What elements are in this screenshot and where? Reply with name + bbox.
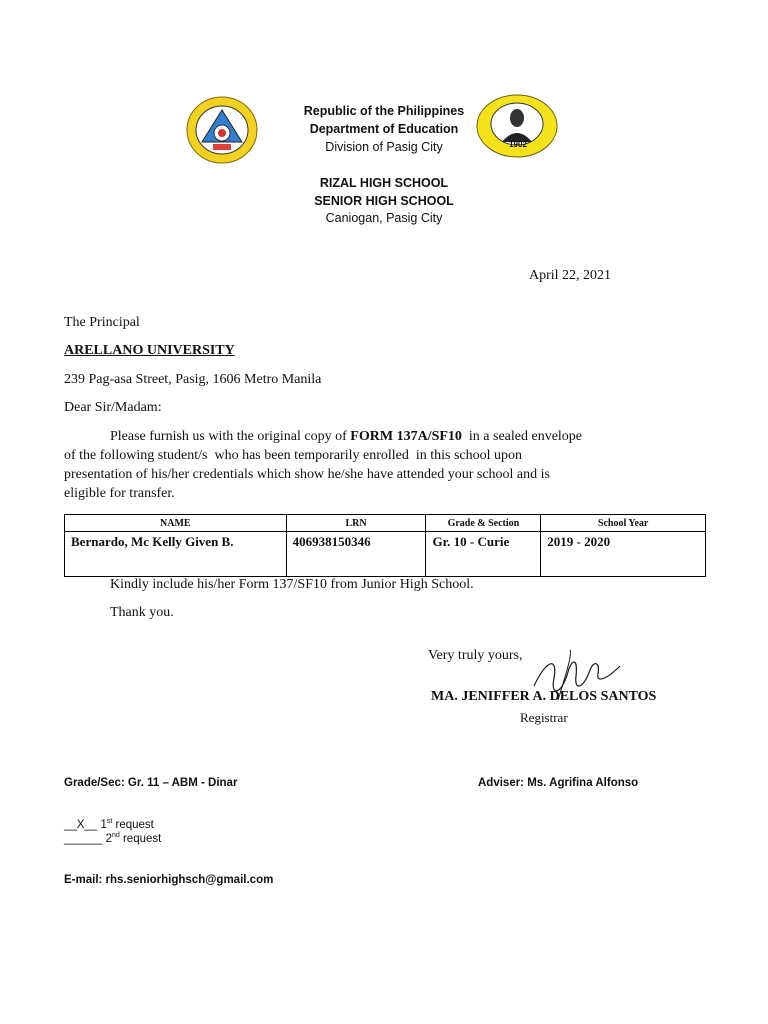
student-lrn: 406938150346 <box>286 532 426 577</box>
body-line-3: presentation of his/her credentials which show he/she have attended your school and is <box>64 467 550 482</box>
student-name: Bernardo, Mc Kelly Given B. <box>65 532 287 577</box>
closing: Very truly yours, <box>428 648 523 663</box>
body-line-4: eligible for transfer. <box>64 486 175 501</box>
students-table <box>64 514 706 577</box>
right-logo-year: 1902 <box>509 140 527 149</box>
student-grade-section: Gr. 10 - Curie <box>426 532 541 577</box>
body-line-1 <box>110 427 582 446</box>
email: E-mail: rhs.seniorhighsch@gmail.com <box>64 874 274 886</box>
second-request-number: 2 <box>105 832 112 845</box>
signatory-name: MA. JENIFFER A. DELOS SANTOS <box>431 689 657 704</box>
letter-date: April 22, 2021 <box>529 268 612 283</box>
first-request-suffix: st <box>106 818 113 825</box>
second-request-suffix: nd <box>111 832 120 839</box>
recipient-address: 239 Pag-asa Street, Pasig, 1606 Metro Manila <box>64 372 322 387</box>
table-header-row <box>65 515 706 532</box>
table-row <box>65 532 706 577</box>
second-request-label: request <box>119 832 162 845</box>
kindly-include-note: Kindly include his/her Form 137/SF10 from Junior High School. <box>110 577 474 592</box>
salutation: Dear Sir/Madam: <box>64 400 162 415</box>
adviser: Adviser: Ms. Agrifina Alfonso <box>478 777 639 789</box>
form-name: FORM 137A/SF10 <box>350 429 462 444</box>
grade-section: Grade/Sec: Gr. 11 – ABM - Dinar <box>64 777 238 789</box>
col-school-year-header: School Year <box>541 515 706 532</box>
school-senior-high: SENIOR HIGH SCHOOL <box>314 194 454 208</box>
signatory-title: Registrar <box>520 710 568 725</box>
body-line-2: of the following student/s who has been temporarily enrolled in this school upon <box>64 448 523 463</box>
header-republic: Republic of the Philippines <box>303 104 465 118</box>
first-request-mark: __X__ <box>64 818 98 831</box>
header-division: Division of Pasig City <box>325 140 443 154</box>
school-address: Caniogan, Pasig City <box>325 211 443 225</box>
school-name: RIZAL HIGH SCHOOL <box>319 176 449 190</box>
first-request-number: 1 <box>100 818 107 831</box>
first-request-label: request <box>112 818 154 831</box>
col-grade-section-header: Grade & Section <box>426 515 541 532</box>
first-request-line <box>64 818 154 831</box>
header-department: Department of Education <box>309 122 459 136</box>
second-request-mark: ______ <box>64 832 103 845</box>
second-request-line <box>64 832 161 845</box>
recipient-title: The Principal <box>64 315 140 330</box>
body-text-pre: Please furnish us with the original copy of <box>110 429 351 444</box>
body-text-post: in a sealed envelope <box>461 429 583 444</box>
student-school-year: 2019 - 2020 <box>541 532 706 577</box>
recipient-org: ARELLANO UNIVERSITY <box>64 343 235 358</box>
col-lrn-header: LRN <box>286 515 426 532</box>
col-name-header: NAME <box>65 515 287 532</box>
thank-you: Thank you. <box>110 605 174 620</box>
